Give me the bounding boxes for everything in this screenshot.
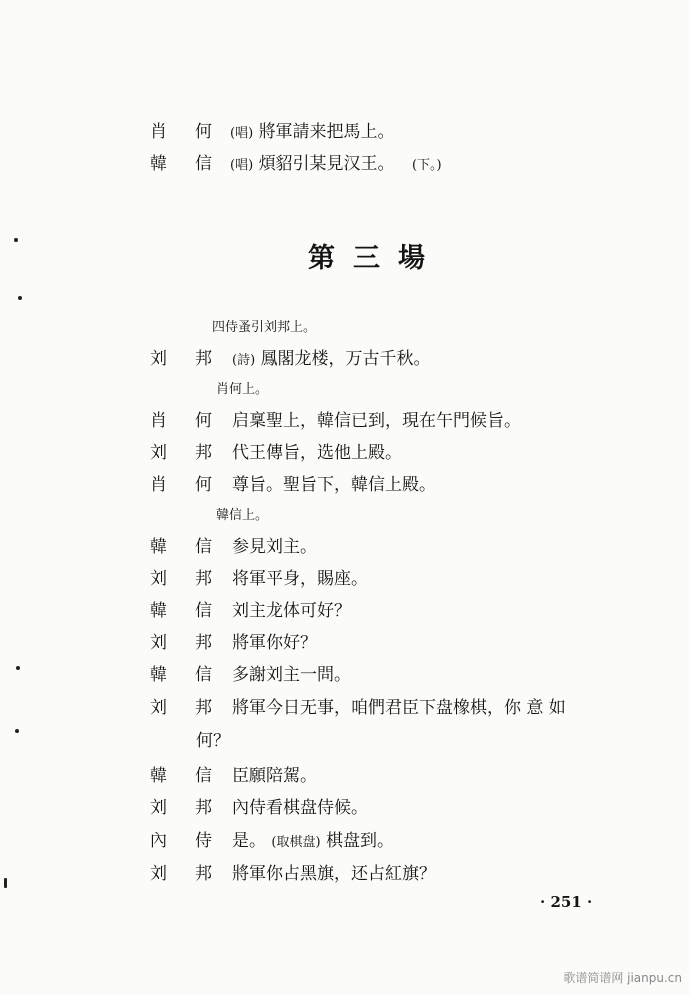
speaker-name: 內 侍 bbox=[150, 831, 212, 851]
stage-direction: 四侍蚤引刘邦上。 bbox=[212, 320, 317, 335]
stage-direction: 韓信上。 bbox=[216, 508, 269, 523]
dialogue-continuation: 何？ bbox=[196, 731, 230, 751]
dialogue-line: 是。 (取棋盘) 棋盘到。 bbox=[232, 831, 394, 851]
dialogue-line: (詩) 鳳閣龙楼，万古千秋。 bbox=[232, 349, 431, 369]
dialogue-line: 刘主龙体可好？ bbox=[232, 601, 351, 621]
scan-speck bbox=[14, 238, 18, 242]
speaker-name: 肖 何 bbox=[150, 122, 212, 142]
dialogue-line: 多謝刘主一問。 bbox=[232, 665, 351, 685]
dialogue-line: 內侍看棋盘侍候。 bbox=[232, 798, 368, 818]
speaker-name: 刘 邦 bbox=[150, 864, 212, 884]
speaker-name: 刘 邦 bbox=[150, 443, 212, 463]
dialogue-line: 尊旨。聖旨下，韓信上殿。 bbox=[232, 475, 436, 495]
speaker-name: 韓 信 bbox=[150, 154, 212, 174]
speaker-name: 刘 邦 bbox=[150, 798, 212, 818]
dialogue-line: 代王傳旨，选他上殿。 bbox=[232, 443, 402, 463]
speaker-name: 韓 信 bbox=[150, 537, 212, 557]
stage-direction: 肖何上。 bbox=[216, 382, 269, 397]
dialogue-line: 將軍你好？ bbox=[232, 633, 317, 653]
dialogue-line: 参見刘主。 bbox=[232, 537, 317, 557]
speaker-name: 刘 邦 bbox=[150, 633, 212, 653]
scene-title: 第三場 bbox=[308, 243, 443, 274]
dialogue-line: 将軍平身，賜座。 bbox=[232, 569, 368, 589]
scan-speck bbox=[18, 296, 22, 300]
speaker-name: 韓 信 bbox=[150, 665, 212, 685]
speaker-name: 肖 何 bbox=[150, 411, 212, 431]
scan-speck bbox=[4, 878, 7, 888]
speaker-name: 刘 邦 bbox=[150, 698, 212, 718]
dialogue-line: 將軍今日无事，咱們君臣下盘橡棋，你 意 如 bbox=[232, 698, 566, 718]
speaker-name: 韓 信 bbox=[150, 601, 212, 621]
scan-speck bbox=[16, 666, 20, 670]
speaker-name: 刘 邦 bbox=[150, 569, 212, 589]
dialogue-line: 將軍你占黑旗，还占紅旗？ bbox=[232, 864, 436, 884]
dialogue-line: (唱) 將軍請来把馬上。 bbox=[230, 122, 395, 142]
speaker-name: 肖 何 bbox=[150, 475, 212, 495]
scan-speck bbox=[15, 729, 19, 733]
dialogue-line: 启稟聖上，韓信已到，現在午門候旨。 bbox=[232, 411, 521, 431]
speaker-name: 韓 信 bbox=[150, 766, 212, 786]
page-number: · 251 · bbox=[540, 893, 593, 911]
dialogue-line: 臣願陪駕。 bbox=[232, 766, 317, 786]
dialogue-line: (唱) 煩貂引某見汉王。 (下。) bbox=[230, 154, 442, 174]
speaker-name: 刘 邦 bbox=[150, 349, 212, 369]
watermark: 歌谱简谱网 jianpu.cn bbox=[563, 971, 682, 985]
